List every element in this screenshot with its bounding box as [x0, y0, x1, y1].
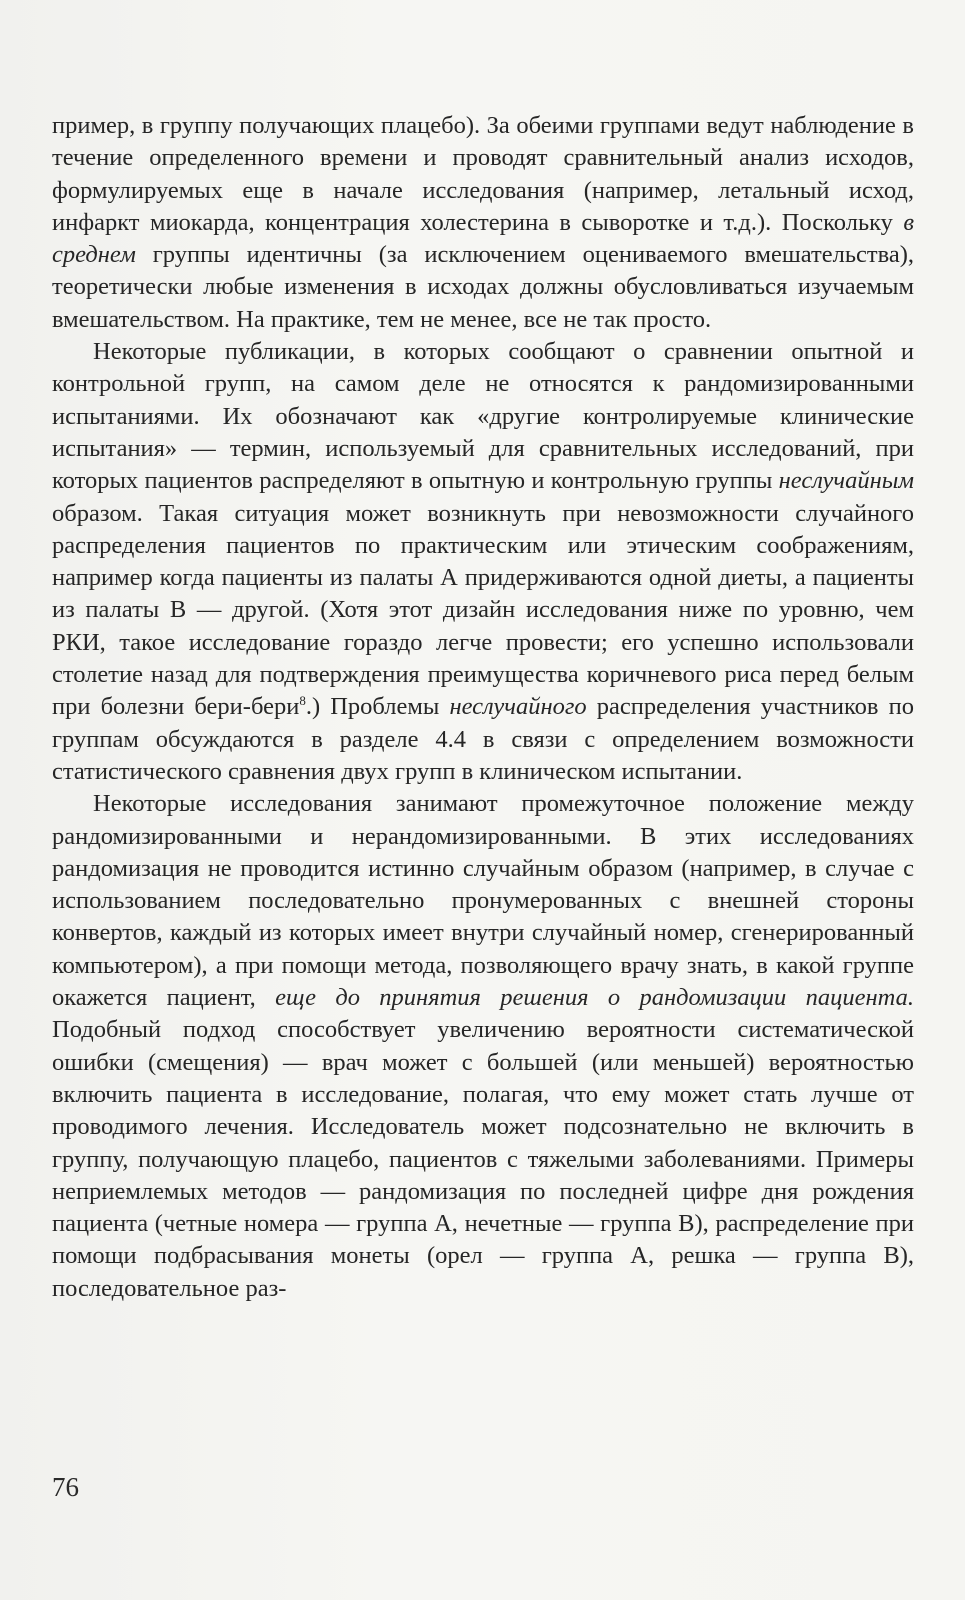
italic-emphasis: неслучайного [449, 693, 587, 721]
text-run: Подобный подход способствует увеличению вероятности систематической ошибки (смещения) — врач может с большей (или меньшей) вероятностью включить пациента в исследование, полагая, что ему может стать лучше от проводимого лечения. Исследователь может подсознательно не включить в группу, получающую плацебо, пациентов с тяжелыми заболеваниями. Примеры неприемлемых методов — рандомизация по последней цифре дня рождения пациента (четные номера — группа А, нечетные — группа В), распределение при помощи подбрасывания монеты (орел — группа А, решка — группа В), последовательное раз- [52, 1016, 914, 1302]
text-run: группы идентичны (за исключением оцениваемого вмешательства), теоретически любые изменения в исходах должны обусловливаться изучаемым вмешательством. На практике, тем не менее, все не так просто. [52, 241, 914, 333]
italic-emphasis: в среднем [52, 208, 914, 269]
text-run: образом. Такая ситуация может возникнуть при невозможности случайного распределения пациентов по практическим или этическим соображениям, например когда пациенты из палаты А придерживаются одной диеты, а пациенты из палаты В — другой. (Хотя этот дизайн исследования ниже по уровню, чем РКИ, такое исследование гораздо легче провести; его успешно использовали столетие назад для подтверждения преимущества коричневого риса перед белым при болезни бери-бери [52, 499, 914, 721]
paragraph [52, 788, 914, 1305]
paragraph [52, 336, 914, 788]
text-run: Некоторые публикации, в которых сообщают о сравнении опытной и контрольной групп, на самом деле не относятся к рандомизированными испытаниями. Их обозначают как «другие контролируемые клинические испытания» — термин, используемый для сравнительных исследований, при которых пациентов распределяют в опытную и контрольную группы [52, 338, 914, 495]
page-number: 76 [52, 1472, 79, 1502]
text-run: .) Проблемы [305, 693, 450, 721]
italic-emphasis: неслучайным [778, 467, 914, 495]
paragraph [52, 110, 914, 336]
footnote-reference: 8 [299, 693, 306, 709]
text-run: Некоторые исследования занимают промежуточное положение между рандомизированными и нерандомизированными. В этих исследованиях рандомизация не проводится истинно случайным образом (например, в случае с использованием последовательно пронумерованных с внешней стороны конвертов, каждый из которых имеет внутри случайный номер, сгенерированный компьютером), а при помощи метода, позволяющего врачу знать, в какой группе окажется пациент, [52, 790, 914, 1012]
body-text [52, 110, 914, 1305]
italic-emphasis: еще до принятия решения о рандомизации пациента. [275, 984, 914, 1012]
text-run: пример, в группу получающих плацебо). За обеими группами ведут наблюдение в течение определенного времени и проводят сравнительный анализ исходов, формулируемых еще в начале исследования (например, летальный исход, инфаркт миокарда, концентрация холестерина в сыворотке и т.д.). Поскольку [52, 112, 914, 236]
text-run: распределения участников по группам обсуждаются в разделе 4.4 в связи с определением возможности статистического сравнения двух групп в клиническом испытании. [52, 693, 914, 785]
